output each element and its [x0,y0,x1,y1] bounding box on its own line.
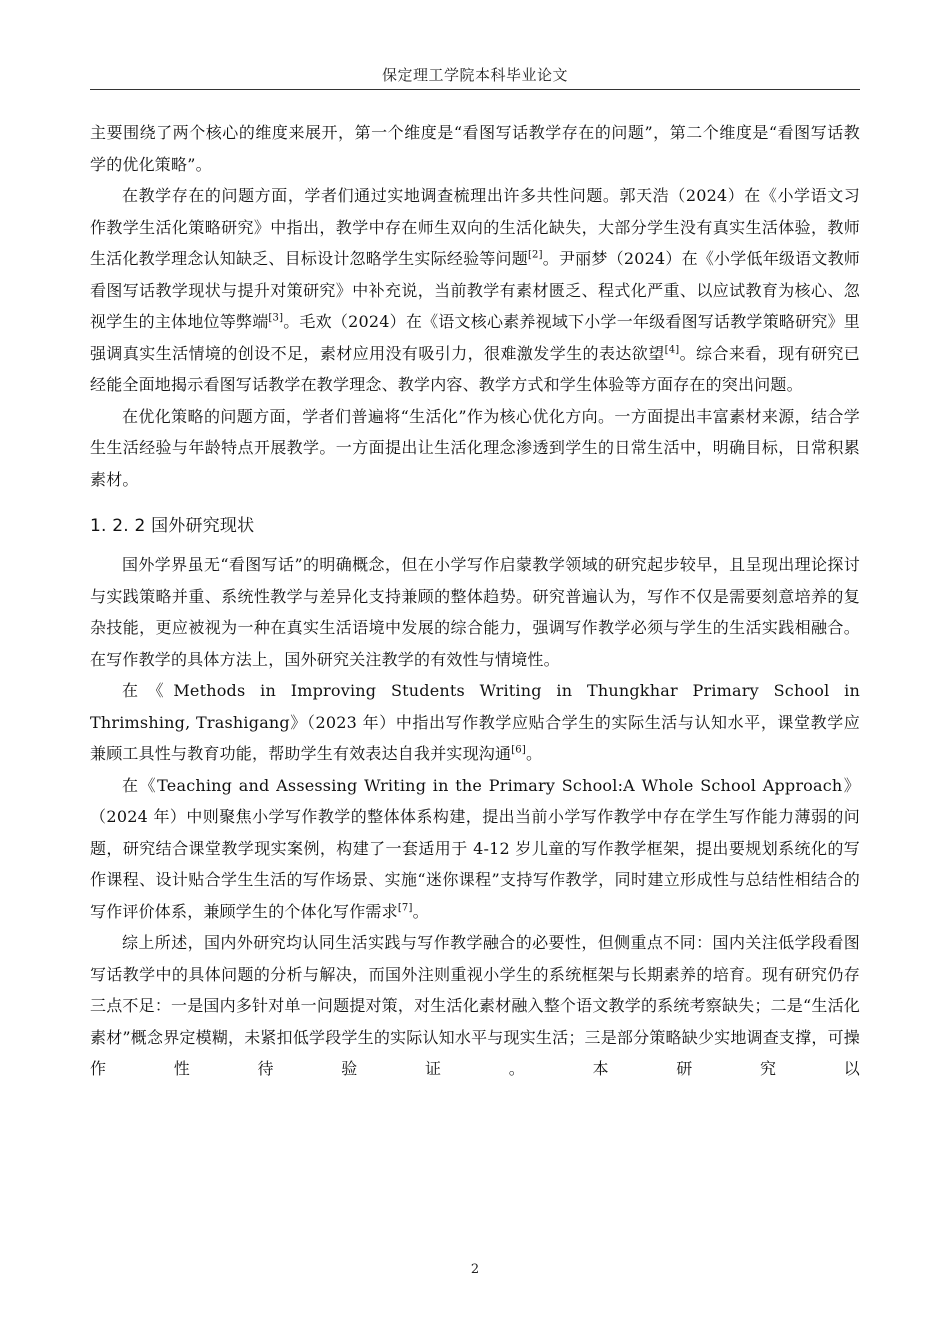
paragraph-text: 。综合来看，现有研究已经能全面地揭示看图写话教学在教学理念、教学内容、教学方式和学生体验等方面存在的突出问题。 [90,343,860,394]
paragraph-text: 。尹丽梦（2024）在《小学低年级语文教师看图写话教学现状与提升对策研究》中补充说，当前教学有素材匮乏、程式化严重、以应试教育为核心、忽视学生的主体地位等弊端 [90,249,861,331]
citation-6[interactable]: [6] [511,744,526,756]
paragraph-text: 。 [412,901,429,921]
paragraph-foreign-study-2 [90,770,860,928]
citation-2[interactable]: [2] [527,249,543,261]
paragraph-text: 。 [525,744,543,763]
citation-4[interactable]: [4] [664,344,680,356]
header-divider [90,89,860,90]
paragraph-text: 。毛欢（2024）在《语文核心素养视域下小学一年级看图写话教学策略研究》里强调真实生活情境的创设不足，素材应用没有吸引力，很难激发学生的表达欲望 [90,312,860,363]
page-header: 保定理工学院本科毕业论文 [381,66,568,84]
document-body [90,117,860,1085]
paragraph-foreign-overview: 国外学界虽无“看图写话”的明确概念，但在小学写作启蒙教学领域的研究起步较早，且呈现出理论探讨与实践策略并重、系统性教学与差异化支持兼顾的整体趋势。研究普遍认为，写作不仅是需要刻意培养的复杂技能，更应被视为一种在真实生活语境中发展的综合能力，强调写作教学必须与学生的生活实践相融合。在写作教学的具体方法上，国外研究关注教学的有效性与情境性。 [90,555,860,669]
paragraph-domestic-strategies: 在优化策略的问题方面，学者们普遍将“生活化”作为核心优化方向。一方面提出丰富素材来源，结合学生生活经验与年龄特点开展教学。一方面提出让生活化理念渗透到学生的日常生活中，明确目标，日常积累素材。 [90,406,860,489]
paragraph-text: 在《Teaching and Assessing Writing in the Primary School:A Whole School Approach》（2024 年）中则聚焦小学写作教学的整体体系构建，提出当前小学写作教学中存在学生写作能力薄弱的问题，研究结合课堂教学现实案例，构建了一套适用于 4-12 岁儿童的写作教学框架，提出要规划系统化的写作课程、设计贴合学生生活的写作场景、实施“迷你课程”支持写作教学，同时建立形成性与总结性相结合的写作评价体系，兼顾学生的个体化写作需求 [90,775,860,921]
paragraph-continued: 主要围绕了两个核心的维度来展开，第一个维度是“看图写话教学存在的问题”，第二个维度是“看图写话教学的优化策略”。 [90,123,860,174]
section-title: 国外研究现状 [151,516,255,536]
section-number: 1. 2. 2 [90,516,146,536]
citation-3[interactable]: [3] [268,312,284,324]
page-number: 2 [470,1262,480,1277]
paragraph-text: 在《Methods in Improving Students Writing in Thungkhar Primary School in Thrimshing, Trashigang》（2023 年）中指出写作教学应贴合学生的实际生活与认知水平，课堂教学应兼顾工具性与教育功能，帮助学生有效表达自我并实现沟通 [90,681,860,763]
paragraph-text: 在教学存在的问题方面，学者们通过实地调查梳理出许多共性问题。郭天浩（2024）在《小学语文习作教学生活化策略研究》中指出，教学中存在师生双向的生活化缺失，大部分学生没有真实生活体验，教师生活化教学理念认知缺乏、目标设计忽略学生实际经验等问题 [90,186,860,268]
citation-7[interactable]: [7] [397,902,413,914]
paragraph-foreign-study-1 [90,675,860,770]
paragraph-domestic-problems [90,180,860,401]
paragraph-summary: 综上所述，国内外研究均认同生活实践与写作教学融合的必要性，但侧重点不同：国内关注低学段看图写话教学中的具体问题的分析与解决，而国外注则重视小学生的系统框架与长期素养的培育。现有研究仍存三点不足：一是国内多针对单一问题提对策，对生活化素材融入整个语文教学的系统考察缺失；二是“生活化素材”概念界定模糊，未紧扣低学段学生的实际认知水平与现实生活；三是部分策略缺少实地调查支撑，可操作性待验证。本研究以 [90,933,860,1078]
section-heading [90,509,860,543]
